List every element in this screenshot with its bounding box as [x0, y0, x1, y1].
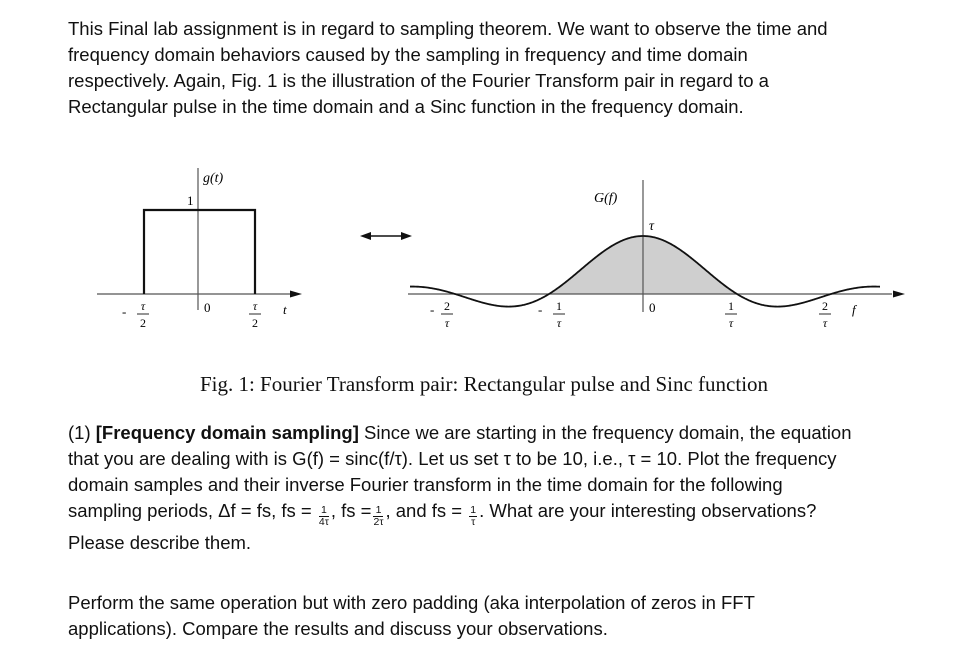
zero-padding-paragraph	[68, 590, 928, 642]
intro-paragraph	[68, 16, 928, 120]
intro-line: respectively. Again, Fig. 1 is the illustration of the Fourier Transform pair in regard to a	[68, 70, 769, 91]
fourier-pair-figure	[0, 150, 968, 350]
frequency-domain-plot	[408, 180, 905, 330]
time-domain-plot	[97, 168, 302, 330]
frequency-axis-variable: f	[852, 302, 856, 317]
fraction-1-over-tau: $\frac{1}{\tau}$	[470, 503, 477, 528]
tick-pos-2-over-tau	[819, 299, 831, 330]
svg-text:2: 2	[140, 316, 146, 330]
question-line: sampling periods, Δf = fs, fs =	[68, 500, 317, 521]
svg-text:1: 1	[728, 299, 734, 313]
frequency-origin-label: 0	[649, 300, 656, 315]
zero-padding-line: applications). Compare the results and discuss your observations.	[68, 618, 608, 639]
tick-pos-tau-half	[249, 299, 261, 330]
tick-pos-1-over-tau	[725, 299, 737, 330]
question-line: Please describe them.	[68, 532, 252, 553]
question-line: domain samples and their inverse Fourier transform in the time domain for the following	[68, 474, 783, 495]
fourier-pair-arrow	[360, 232, 412, 240]
time-axis-arrowhead	[290, 291, 302, 298]
svg-text:-: -	[430, 302, 435, 317]
time-origin-label: 0	[204, 300, 211, 315]
svg-text:-: -	[122, 304, 127, 319]
svg-text:-: -	[538, 302, 543, 317]
fraction-1-over-2tau: $\frac{1}{2\tau}$	[373, 503, 384, 528]
intro-line: Rectangular pulse in the time domain and a Sinc function in the frequency domain.	[68, 96, 744, 117]
svg-text:τ: τ	[556, 316, 562, 330]
figure-caption: Fig. 1: Fourier Transform pair: Rectangular pulse and Sinc function	[199, 372, 769, 396]
intro-line: This Final lab assignment is in regard to sampling theorem. We want to observe the time and	[68, 18, 828, 39]
svg-text:τ: τ	[140, 299, 146, 313]
frequency-axis-arrowhead	[893, 291, 905, 298]
question-line: that you are dealing with is G(f) = sinc(f/τ). Let us set τ to be 10, i.e., τ = 10. Plot the frequency	[68, 448, 837, 469]
G-of-f-label: G(f)	[594, 191, 618, 206]
svg-text:τ: τ	[444, 316, 450, 330]
svg-text:τ: τ	[728, 316, 734, 330]
svg-text:2: 2	[252, 316, 258, 330]
question-topic-label: [Frequency domain sampling]	[95, 422, 359, 443]
zero-padding-line: Perform the same operation but with zero padding (aka interpolation of zeros in FFT	[68, 592, 755, 613]
question-number: (1)	[68, 422, 96, 443]
time-axis-variable: t	[283, 302, 287, 317]
svg-text:2: 2	[444, 299, 450, 313]
svg-text:τ: τ	[822, 316, 828, 330]
svg-text:1: 1	[556, 299, 562, 313]
svg-text:τ: τ	[252, 299, 258, 313]
tick-neg-1-over-tau	[538, 299, 565, 330]
svg-text:2: 2	[822, 299, 828, 313]
question-1-paragraph: (1) [Frequency domain sampling] Since we are starting in the frequency domain, the equation that you are dealing with is G(f) = sinc(f/τ). Let us set τ to be 10, i.e., τ = 10. Plot the frequency domain samples and their inverse Fourier transform in the time domain for the following sampling periods, Δf = fs, fs = $\frac{1}{4\tau}$ , fs = $\frac{1}{2\tau}$ , and fs = $\frac{1}{\tau}$ . What are your interesting observations? Please describe them.	[68, 420, 928, 556]
rectangular-pulse	[144, 210, 255, 294]
amplitude-one-label: 1	[187, 193, 194, 208]
fraction-1-over-4tau: $\frac{1}{4\tau}$	[318, 503, 329, 528]
tick-neg-2-over-tau	[430, 299, 453, 330]
g-of-t-label: g(t)	[203, 171, 224, 186]
tick-neg-tau-half	[122, 299, 149, 330]
question-line: Since we are starting in the frequency domain, the equation	[358, 422, 852, 443]
intro-line: frequency domain behaviors caused by the sampling in frequency and time domain	[68, 44, 748, 65]
peak-tau-label: τ	[649, 219, 655, 234]
